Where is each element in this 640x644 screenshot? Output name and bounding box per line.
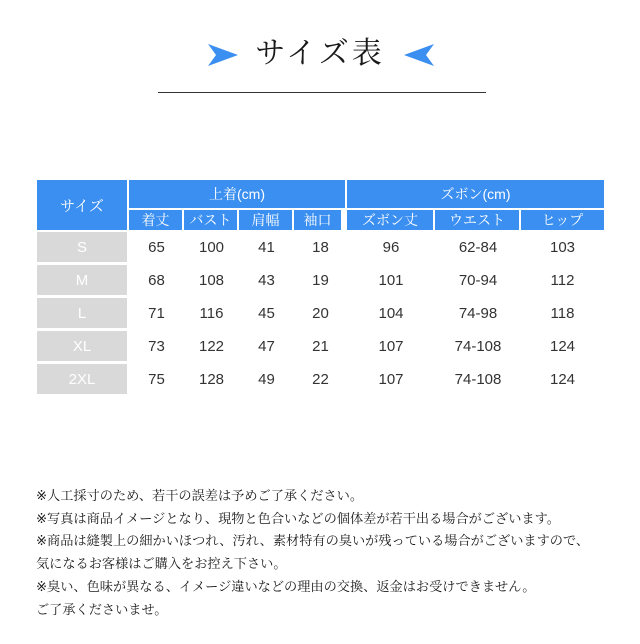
size-label: S [37,232,129,265]
table-cell: 74-108 [435,331,521,364]
table-cell: 100 [184,232,239,265]
table-cell: 112 [521,265,604,298]
top-group-header: 上着(cm) [129,180,347,210]
column-header: バスト [184,210,239,232]
table-cell: 118 [521,298,604,331]
title-divider [158,92,486,93]
table-cell: 101 [347,265,435,298]
notes [36,486,626,622]
note-line: ※商品は縫製上の細かいほつれ、汚れ、素材特有の臭いが残っている場合がございますので、 [36,534,590,550]
column-header: 着丈 [129,210,184,232]
table-cell: 70-94 [435,265,521,298]
table-cell: 74-98 [435,298,521,331]
pants-group-header: ズボン(cm) [347,180,604,210]
column-header: ズボン丈 [347,210,435,232]
table-cell: 116 [184,298,239,331]
size-label: M [37,265,129,298]
table-cell: 74-108 [435,364,521,397]
table-cell: 96 [347,232,435,265]
table-cell: 65 [129,232,184,265]
table-cell: 22 [294,364,347,397]
table-cell: 107 [347,331,435,364]
column-header: ヒップ [521,210,604,232]
table-cell: 43 [239,265,294,298]
table-cell: 47 [239,331,294,364]
title-row [0,34,640,78]
size-column-header: サイズ [37,180,129,232]
table-cell: 49 [239,364,294,397]
table-row [37,232,604,265]
table-row [37,298,604,331]
table-cell: 62-84 [435,232,521,265]
table-cell: 20 [294,298,347,331]
table-cell: 122 [184,331,239,364]
note-line: ※人工採寸のため、若干の誤差は予めご了承ください。 [36,489,364,504]
table-cell: 68 [129,265,184,298]
size-label: L [37,298,129,331]
table-cell: 124 [521,364,604,397]
table-cell: 41 [239,232,294,265]
note-line: 気になるお客様はご購入をお控え下さい。 [36,557,287,573]
size-label: 2XL [37,364,129,397]
table-cell: 71 [129,298,184,331]
table-cell: 108 [184,265,239,298]
table-cell: 21 [294,331,347,364]
table-row [37,265,604,298]
table-cell: 18 [294,232,347,265]
table-cell: 107 [347,364,435,397]
table-cell: 19 [294,265,347,298]
size-label: XL [37,331,129,364]
table-cell: 128 [184,364,239,397]
column-header: 袖口 [294,210,347,232]
column-header: ウエスト [435,210,521,232]
table-cell: 45 [239,298,294,331]
table-row [37,364,604,397]
chevron-left-icon [402,42,436,68]
page-title: サイズ表 [255,36,385,71]
table-cell: 104 [347,298,435,331]
note-line: ご了承くださいませ。 [36,602,168,618]
size-table [37,180,604,397]
table-row [37,331,604,364]
note-line: ※写真は商品イメージとなり、現物と色合いなどの個体差が若干出る場合がございます。 [36,511,560,527]
table-cell: 73 [129,331,184,364]
table-cell: 103 [521,232,604,265]
column-header: 肩幅 [239,210,294,232]
table-cell: 75 [129,364,184,397]
note-line: ※臭い、色味が異なる、イメージ違いなどの理由の交換、返金はお受けできません。 [36,579,536,595]
table-cell: 124 [521,331,604,364]
